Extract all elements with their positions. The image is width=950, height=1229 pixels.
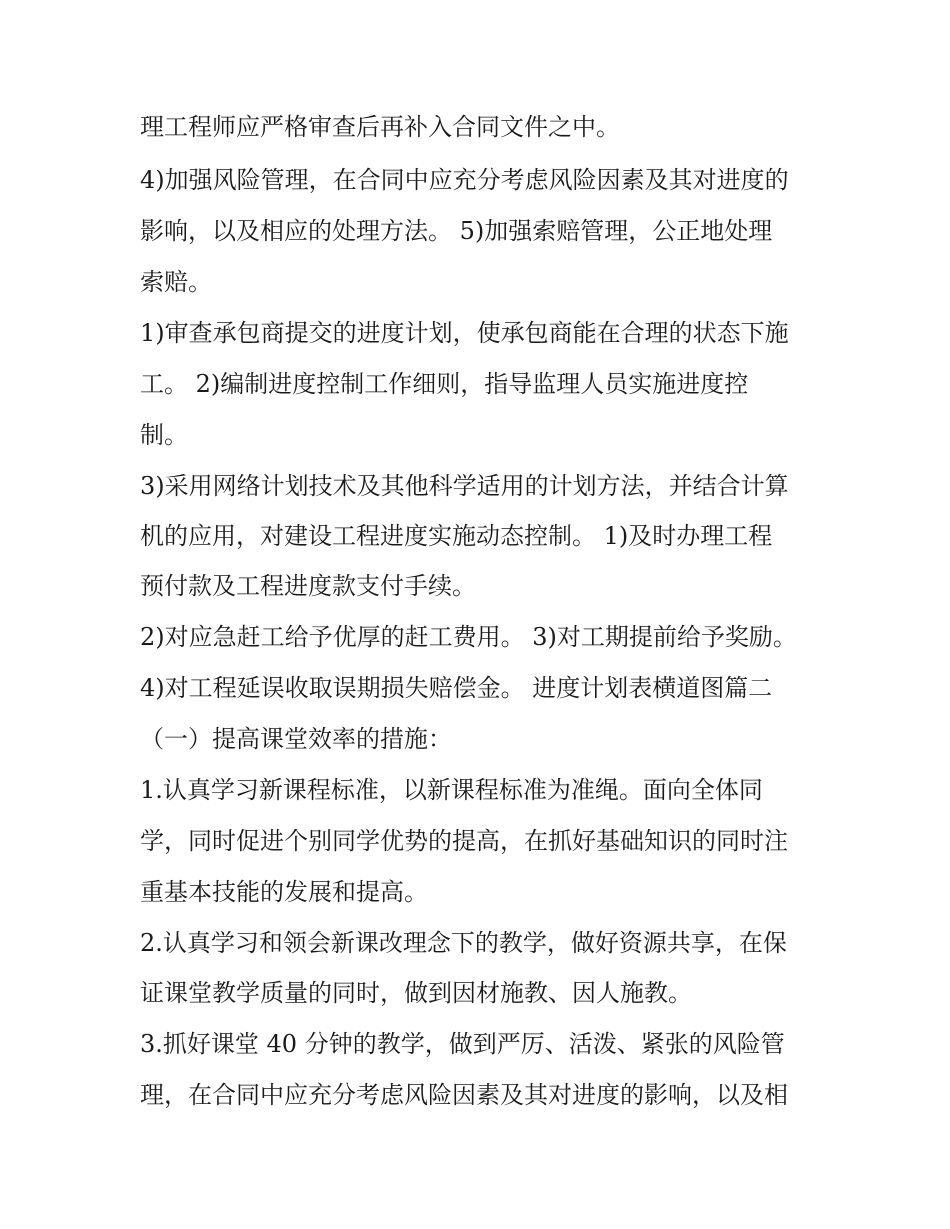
text-line: 影响，以及相应的处理方法。 5)加强索赔管理，公正地处理: [140, 217, 773, 245]
text-line: 机的应用，对建设工程进度实施动态控制。 1)及时办理工程: [140, 522, 773, 550]
text-line: 学，同时促进个别同学优势的提高，在抓好基础知识的同时注: [140, 827, 788, 855]
text-line: 理工程师应严格审查后再补入合同文件之中。: [140, 113, 620, 141]
text-line: 1.认真学习新课程标准，以新课程标准为准绳。面向全体同: [140, 776, 763, 804]
text-line: 1)审查承包商提交的进度计划，使承包商能在合理的状态下施: [140, 319, 789, 347]
text-line: 证课堂教学质量的同时，做到因材施教、因人施教。: [140, 979, 692, 1007]
text-line: 2)对应急赶工给予优厚的赶工费用。 3)对工期提前给予奖励。: [140, 623, 797, 651]
text-line: 重基本技能的发展和提高。: [140, 878, 428, 906]
text-line: 工。 2)编制进度控制工作细则，指导监理人员实施进度控: [140, 370, 749, 398]
text-line: 4)对工程延误收取误期损失赔偿金。 进度计划表横道图篇二: [140, 674, 773, 702]
text-line: 4)加强风险管理，在合同中应充分考虑风险因素及其对进度的: [140, 166, 789, 194]
text-line: 3)采用网络计划技术及其他科学适用的计划方法，并结合计算: [140, 472, 789, 500]
text-line: 3.抓好课堂 40 分钟的教学，做到严厉、活泼、紧张的风险管: [140, 1030, 785, 1058]
text-line: 制。: [140, 421, 188, 449]
text-line: 2.认真学习和领会新课改理念下的教学，做好资源共享，在保: [140, 929, 787, 957]
text-line: 预付款及工程进度款支付手续。: [140, 572, 476, 600]
text-line: 理，在合同中应充分考虑风险因素及其对进度的影响，以及相: [140, 1081, 788, 1109]
section-heading: （一）提高课堂效率的措施：: [140, 725, 452, 753]
text-line: 索赔。: [140, 268, 212, 296]
